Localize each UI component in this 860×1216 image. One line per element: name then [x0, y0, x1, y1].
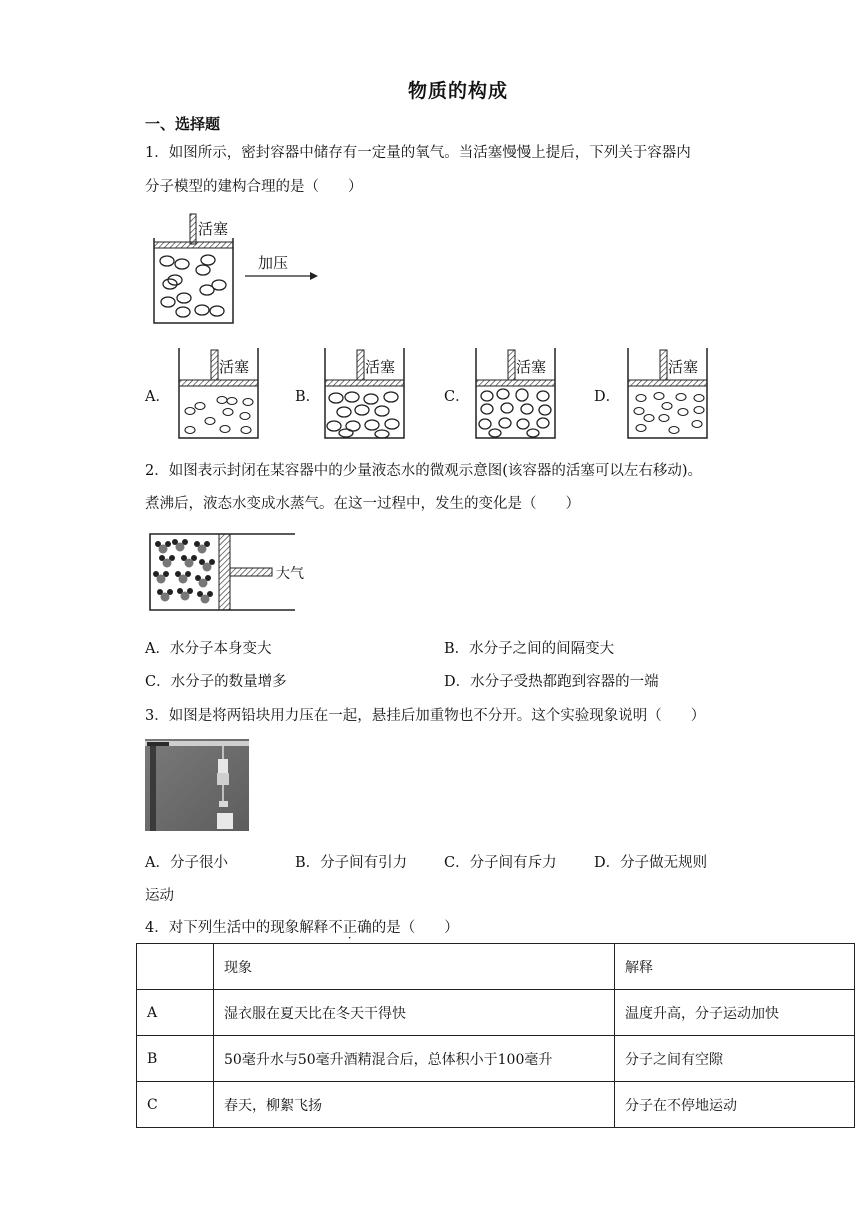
q3-text-line1: 3．如图是将两铅块用力压在一起，悬挂后加重物也不分开。这个实验现象说明（ ）: [145, 708, 706, 724]
q1-text-line1: 1．如图所示，密封容器中储存有一定量的氧气。当活塞慢慢上提后，下列关于容器内: [145, 145, 691, 161]
q1-arrow-label: 加压: [258, 254, 289, 272]
q1-text-line2: 分子模型的建构合理的是（ ）: [145, 179, 363, 195]
q2-text-line2: 煮沸后，液态水变成水蒸气。在这一过程中，发生的变化是（ ）: [145, 496, 580, 512]
table-row: [137, 1036, 855, 1082]
table-cell: A: [137, 990, 214, 1036]
q1-option-a-label: A．: [145, 389, 170, 405]
q4-text-line: [145, 916, 459, 937]
q2-option-a: A．水分子本身变大: [145, 641, 272, 657]
q4-text-post: 的是（ ）: [371, 920, 459, 936]
q3-option-d: D．分子做无规则: [594, 855, 708, 871]
table-row: [137, 990, 855, 1036]
q2-water-molecules: [153, 539, 215, 604]
q2-option-c: C．水分子的数量增多: [145, 674, 287, 690]
q2-text-line1: 2．如图表示封闭在某容器中的少量液态水的微观示意图(该容器的活塞可以左右移动)。: [145, 463, 703, 479]
table-header-cell: [137, 944, 214, 990]
page-title: 物质的构成: [407, 80, 508, 102]
q4-text-emphasis: 不正确: [328, 920, 372, 936]
q1-option-c-piston-label: 活塞: [516, 358, 547, 376]
q3-option-a: A．分子很小: [145, 855, 228, 871]
q2-atmosphere-label: 大气: [276, 566, 304, 582]
q3-lead-blocks-photo: [145, 739, 249, 831]
q4-text-pre: 4．对下列生活中的现象解释: [145, 920, 329, 936]
table-cell: 分子之间有空隙: [615, 1036, 855, 1082]
q1-option-c-figure: [467, 346, 567, 442]
q1-option-b-figure: [316, 346, 416, 442]
table-cell: C: [137, 1082, 214, 1128]
q1-option-a-piston-label: 活塞: [219, 358, 250, 376]
table-cell: B: [137, 1036, 214, 1082]
q2-option-b: B．水分子之间的间隔变大: [444, 641, 615, 657]
q4-table: [136, 943, 855, 1128]
table-header-row: [137, 944, 855, 990]
q1-option-d-figure: [619, 346, 719, 442]
q1-option-a-figure: [170, 346, 270, 442]
q1-option-d-piston-label: 活塞: [668, 358, 699, 376]
q1-main-figure: [145, 210, 325, 330]
table-header-cell: 现象: [214, 944, 615, 990]
table-header-cell: 解释: [615, 944, 855, 990]
q1-option-d-label: D．: [594, 389, 621, 405]
q2-figure: [140, 528, 320, 614]
q1-option-b-piston-label: 活塞: [365, 358, 396, 376]
q1-piston-label: 活塞: [198, 220, 229, 238]
table-cell: 分子在不停地运动: [615, 1082, 855, 1128]
q1-molecules: [160, 255, 226, 317]
q1-option-b-label: B．: [295, 389, 321, 405]
table-row: [137, 1082, 855, 1128]
table-cell: 湿衣服在夏天比在冬天干得快: [214, 990, 615, 1036]
q3-option-d-continued: 运动: [145, 888, 174, 904]
q3-option-c: C．分子间有斥力: [444, 855, 557, 871]
table-cell: 温度升高，分子运动加快: [615, 990, 855, 1036]
table-cell: 春天，柳絮飞扬: [214, 1082, 615, 1128]
table-cell: 50毫升水与50毫升酒精混合后，总体积小于100毫升: [214, 1036, 615, 1082]
section-heading: 一、选择题: [145, 115, 221, 133]
q2-option-d: D．水分子受热都跑到容器的一端: [444, 674, 659, 690]
q3-option-b: B．分子间有引力: [295, 855, 408, 871]
q1-option-c-label: C．: [444, 389, 470, 405]
